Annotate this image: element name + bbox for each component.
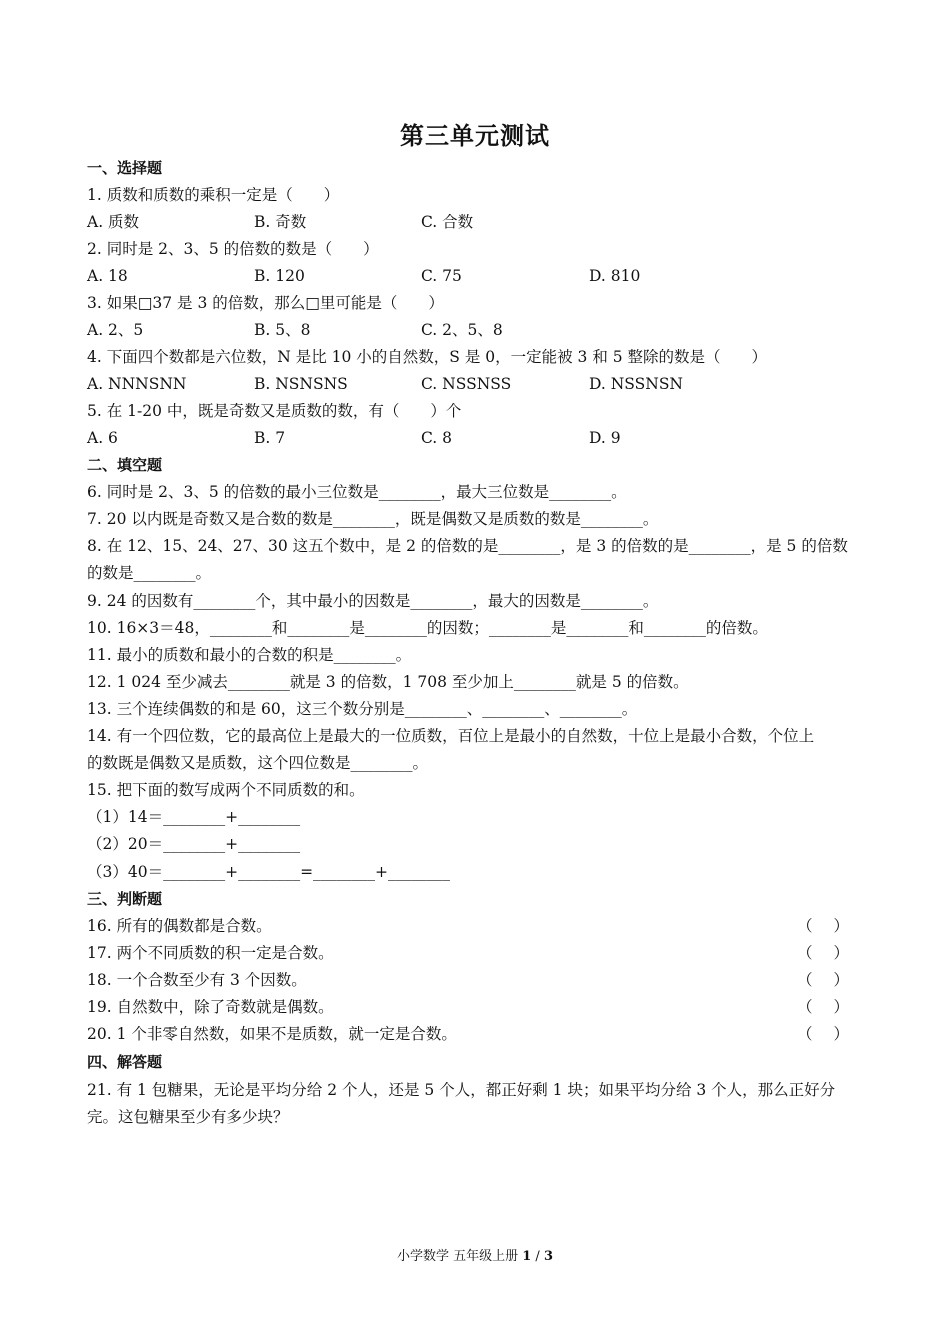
paren-open: （ [797,917,813,935]
question-8-line-1: 8. 在 12、15、24、27、30 这五个数中，是 2 的倍数的是________，是 3 的倍数的是________，是 5 的倍数 [87,537,848,555]
question-21-line-1: 21. 有 1 包糖果，无论是平均分给 2 个人，还是 5 个人，都正好剩 1 块；如果平均分给 3 个人，那么正好分 [87,1081,836,1099]
answer-parens-18 [797,970,849,990]
page-number: 1 [522,1249,532,1264]
q2-option-d: D. 810 [589,267,641,285]
q3-option-c: C. 2、5、8 [421,321,503,339]
paren-close: ） [833,998,849,1016]
q2-option-c: C. 75 [421,267,462,285]
q4-option-c: C. NSSNSS [421,375,512,393]
section-heading-choice: 一、选择题 [87,159,163,177]
q4-option-d: D. NSSNSN [589,375,683,393]
q4-option-b: B. NSNSNS [254,375,348,393]
question-13: 13. 三个连续偶数的和是 60，这三个数分别是________、________、________。 [87,700,638,718]
question-1: 1. 质数和质数的乘积一定是（ ） [87,186,340,204]
question-6: 6. 同时是 2、3、5 的倍数的最小三位数是________，最大三位数是________。 [87,483,627,501]
question-15-part-3: （3）40＝________+________=________+________ [87,863,451,881]
question-12: 12. 1 024 至少减去________就是 3 的倍数，1 708 至少加上________就是 5 的倍数。 [87,673,689,691]
paren-open: （ [797,1025,813,1043]
q3-option-a: A. 2、5 [87,321,144,339]
question-20: 20. 1 个非零自然数，如果不是质数，就一定是合数。 [87,1025,457,1043]
question-17: 17. 两个不同质数的积一定是合数。 [87,944,334,962]
question-15-part-1: （1）14＝________+________ [87,808,301,826]
paren-open: （ [797,971,813,989]
page-separator: / [531,1249,544,1264]
section-heading-solve: 四、解答题 [87,1053,163,1071]
question-2: 2. 同时是 2、3、5 的倍数的数是（ ） [87,240,379,258]
q5-option-a: A. 6 [87,429,118,447]
paren-open: （ [797,998,813,1016]
question-21-line-2: 完。这包糖果至少有多少块？ [87,1108,289,1126]
q5-option-c: C. 8 [421,429,453,447]
question-5: 5. 在 1-20 中，既是奇数又是质数的数，有（ ）个 [87,402,462,420]
q1-option-a: A. 质数 [87,213,140,231]
answer-parens-19 [797,997,849,1017]
page-title: 第三单元测试 [400,121,550,150]
question-19: 19. 自然数中，除了奇数就是偶数。 [87,998,334,1016]
section-heading-judge: 三、判断题 [87,890,163,908]
q5-option-b: B. 7 [254,429,286,447]
question-7: 7. 20 以内既是奇数又是合数的数是________，既是偶数又是质数的数是________。 [87,510,659,528]
question-10: 10. 16×3＝48，________和________是________的因数；________是________和________的倍数。 [87,619,768,637]
q3-option-b: B. 5、8 [254,321,311,339]
question-3: 3. 如果□37 是 3 的倍数，那么□里可能是（ ） [87,294,444,312]
question-18: 18. 一个合数至少有 3 个因数。 [87,971,307,989]
question-14-line-2: 的数既是偶数又是质数，这个四位数是________。 [87,754,429,772]
question-11: 11. 最小的质数和最小的合数的积是________。 [87,646,412,664]
q1-option-b: B. 奇数 [254,213,307,231]
q1-option-c: C. 合数 [421,213,474,231]
question-16: 16. 所有的偶数都是合数。 [87,917,272,935]
footer-text: 小学数学 五年级上册 [396,1249,523,1264]
question-14-line-1: 14. 有一个四位数，它的最高位上是最大的一位质数，百位上是最小的自然数，十位上是最小合数，个位上 [87,727,815,745]
paren-close: ） [833,971,849,989]
question-9: 9. 24 的因数有________个，其中最小的因数是________，最大的因数是________。 [87,592,659,610]
paren-close: ） [833,1025,849,1043]
page-footer [0,1245,950,1264]
question-15-part-2: （2）20＝________+________ [87,835,301,853]
paren-close: ） [833,917,849,935]
question-8-line-2: 的数是________。 [87,564,212,582]
q5-option-d: D. 9 [589,429,621,447]
answer-parens-16 [797,916,849,936]
q2-option-b: B. 120 [254,267,305,285]
q4-option-a: A. NNNSNN [87,375,187,393]
question-4: 4. 下面四个数都是六位数，N 是比 10 小的自然数，S 是 0，一定能被 3 和 5 整除的数是（ ） [87,348,768,366]
question-15: 15. 把下面的数写成两个不同质数的和。 [87,781,365,799]
paren-open: （ [797,944,813,962]
paren-close: ） [833,944,849,962]
answer-parens-17 [797,943,849,963]
section-heading-fill: 二、填空题 [87,456,163,474]
q2-option-a: A. 18 [87,267,128,285]
page-total: 3 [543,1249,553,1264]
answer-parens-20 [797,1024,849,1044]
